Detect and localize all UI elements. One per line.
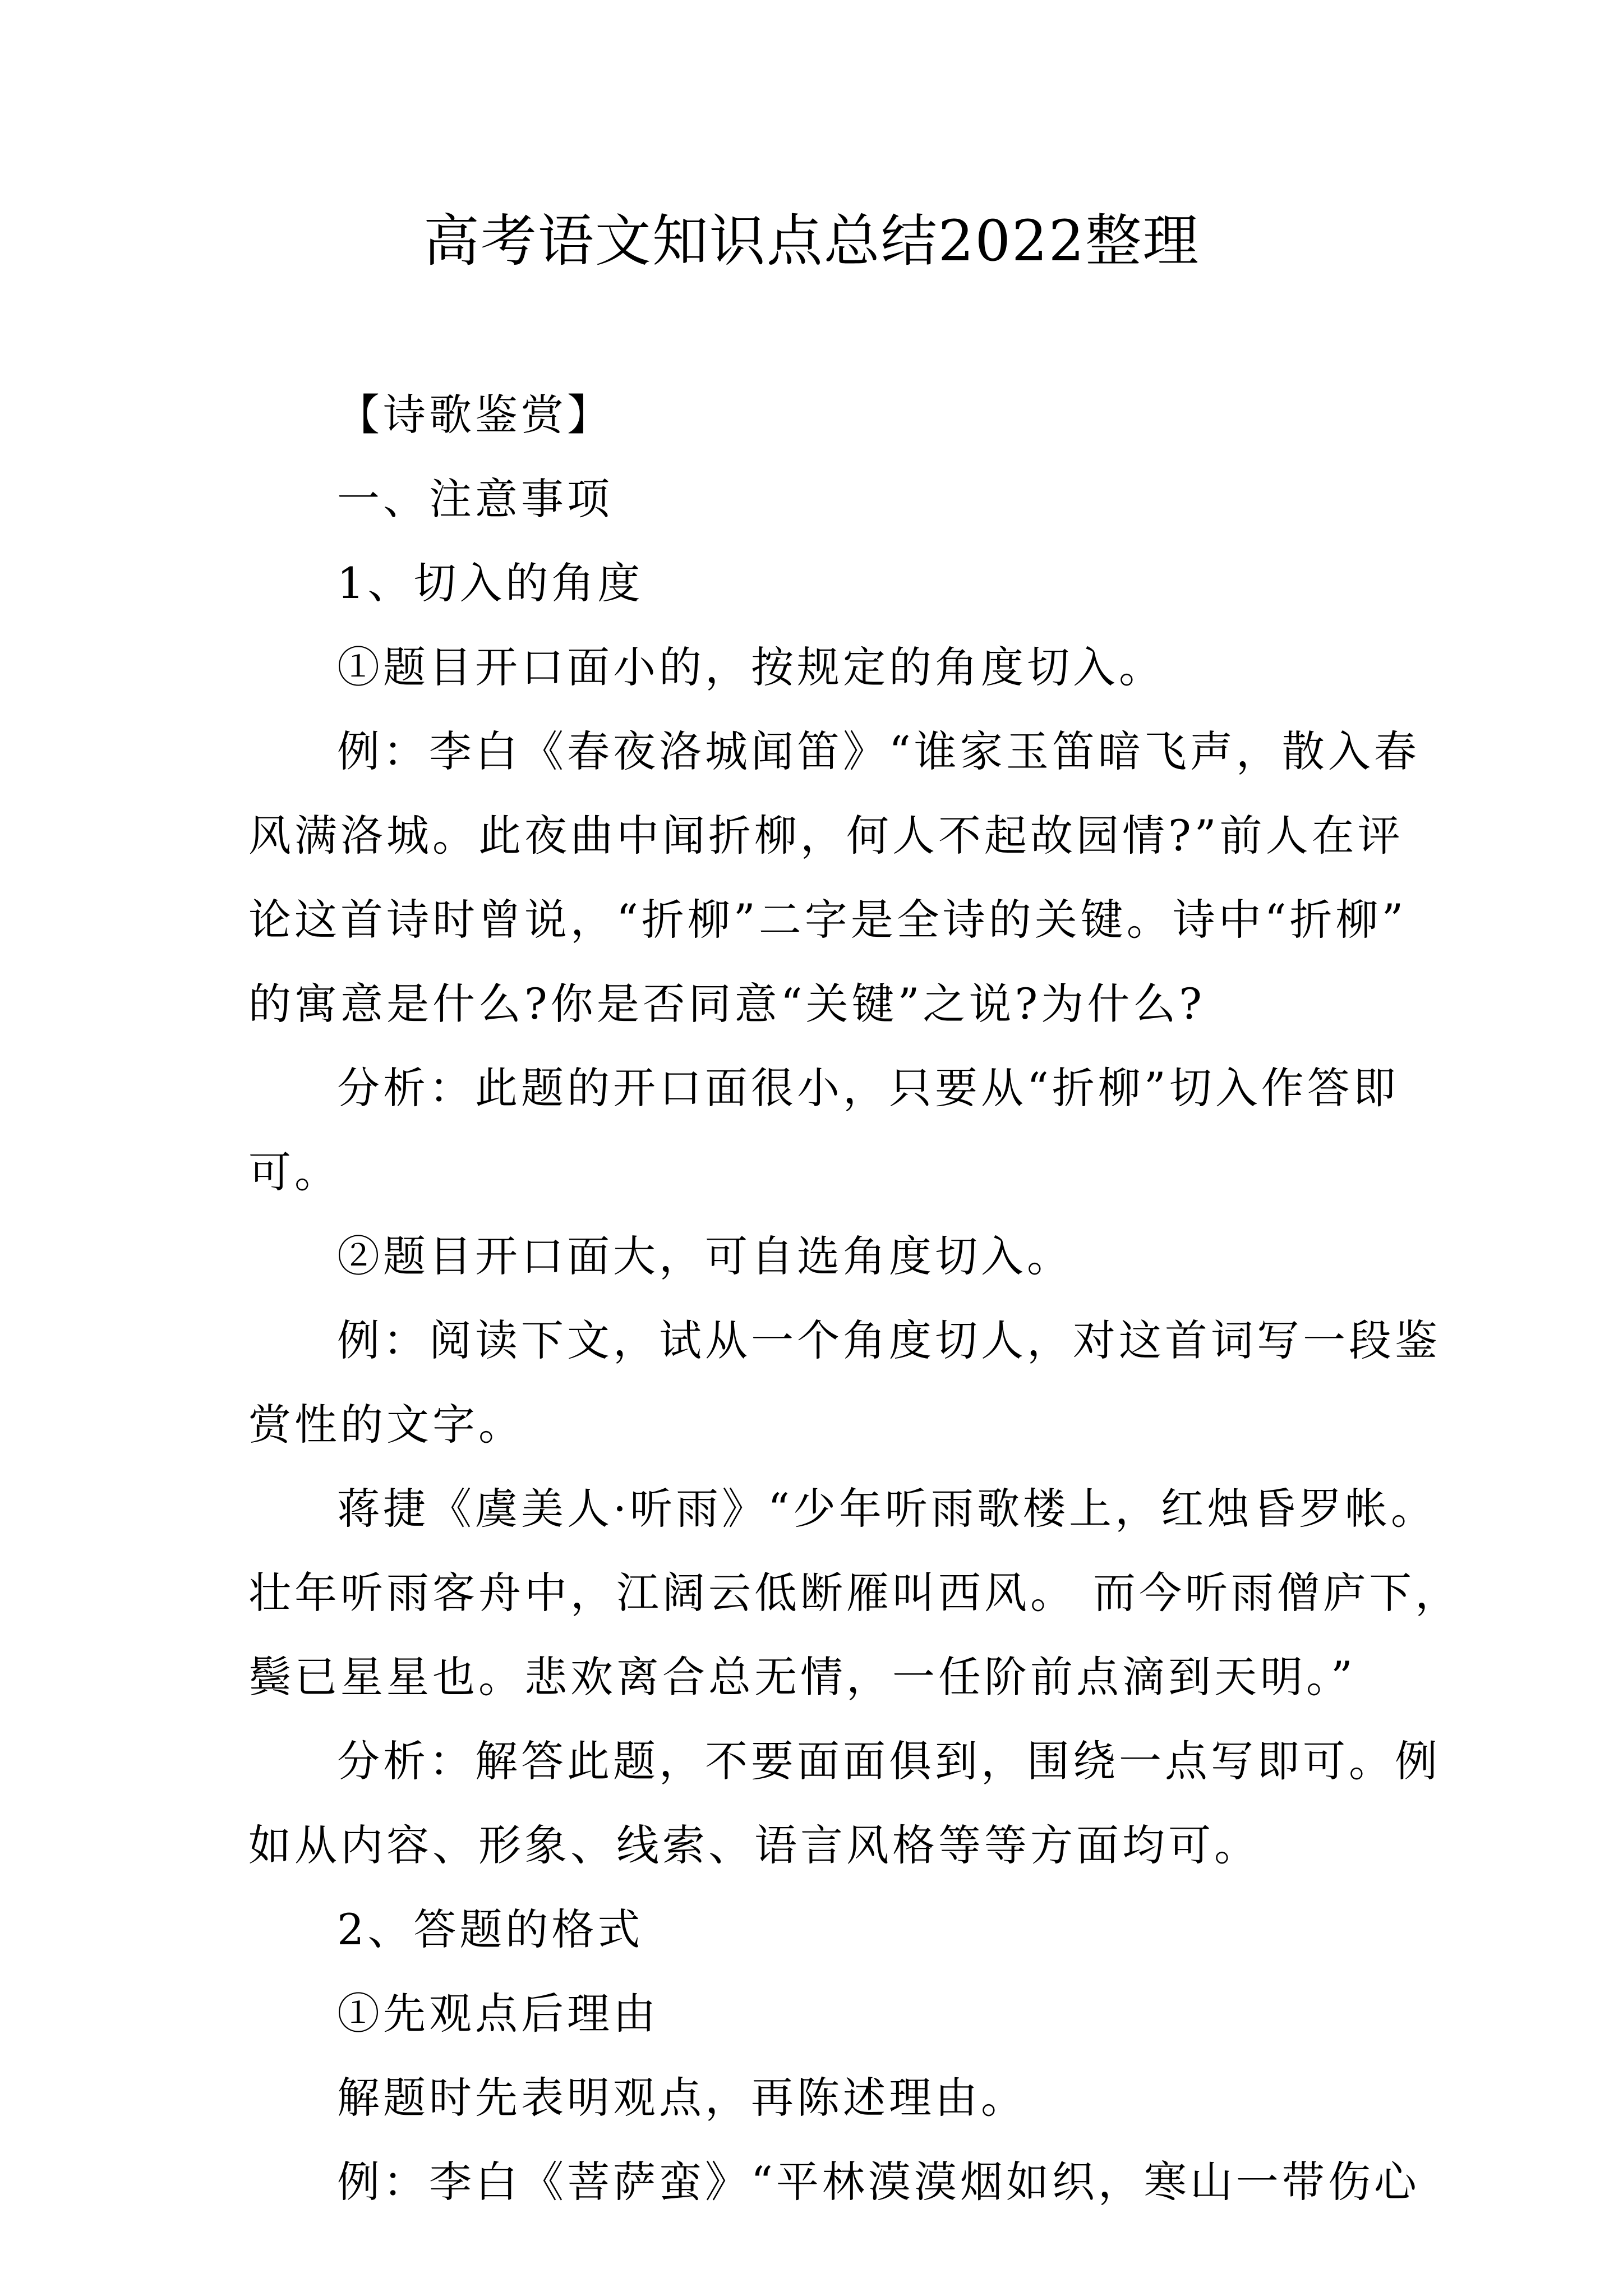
paragraph-line: 解题时先表明观点，再陈述理由。 — [337, 2073, 1027, 2123]
paragraph-line: 例：李白《菩萨蛮》“平林漠漠烟如织，寒山一带伤心 — [337, 2157, 1420, 2207]
paragraph-line: 论这首诗时曾说，“折柳”二字是全诗的关键。诗中“折柳” — [248, 895, 1407, 945]
paragraph-line: 蒋捷《虞美人·听雨》“少年听雨歌楼上，红烛昏罗帐。 — [337, 1484, 1437, 1534]
paragraph-line: 分析：解答此题，不要面面俱到，围绕一点写即可。例 — [337, 1736, 1441, 1786]
document-body — [248, 373, 1461, 2224]
paragraph-line: ①题目开口面小的，按规定的角度切入。 — [337, 642, 1165, 692]
paragraph-line: 如从内容、形象、线索、语言风格等等方面均可。 — [248, 1820, 1260, 1870]
paragraph-line: 壮年听雨客舟中，江阔云低断雁叫西风。 而今听雨僧庐下， — [248, 1568, 1461, 1618]
paragraph-line: 例：阅读下文，试从一个角度切人，对这首词写一段鉴 — [337, 1315, 1441, 1365]
paragraph-line: 鬓已星星也。悲欢离合总无情，一任阶前点滴到天明。” — [248, 1652, 1356, 1702]
paragraph-line: ①先观点后理由 — [337, 1989, 659, 2039]
paragraph-line: 可。 — [248, 1147, 340, 1197]
subsection-heading: 一、注意事项 — [337, 474, 613, 524]
paragraph-line: 赏性的文字。 — [248, 1400, 524, 1450]
paragraph-line: 的寓意是什么?你是否同意“关键”之说?为什么? — [248, 979, 1205, 1029]
paragraph-line: 风满洛城。此夜曲中闻折柳，何人不起故园情?”前人在评 — [248, 811, 1404, 861]
point-heading: 2、答题的格式 — [337, 1904, 644, 1954]
document-title: 高考语文知识点总结2022整理 — [423, 208, 1200, 274]
section-heading: 【诗歌鉴赏】 — [337, 390, 613, 440]
paragraph-line: 例：李白《春夜洛城闻笛》“谁家玉笛暗飞声，散入春 — [337, 726, 1420, 776]
point-heading: 1、切入的角度 — [337, 558, 644, 608]
paragraph-line: 分析：此题的开口面很小，只要从“折柳”切入作答即 — [337, 1063, 1399, 1113]
paragraph-line: ②题目开口面大，可自选角度切入。 — [337, 1231, 1073, 1281]
